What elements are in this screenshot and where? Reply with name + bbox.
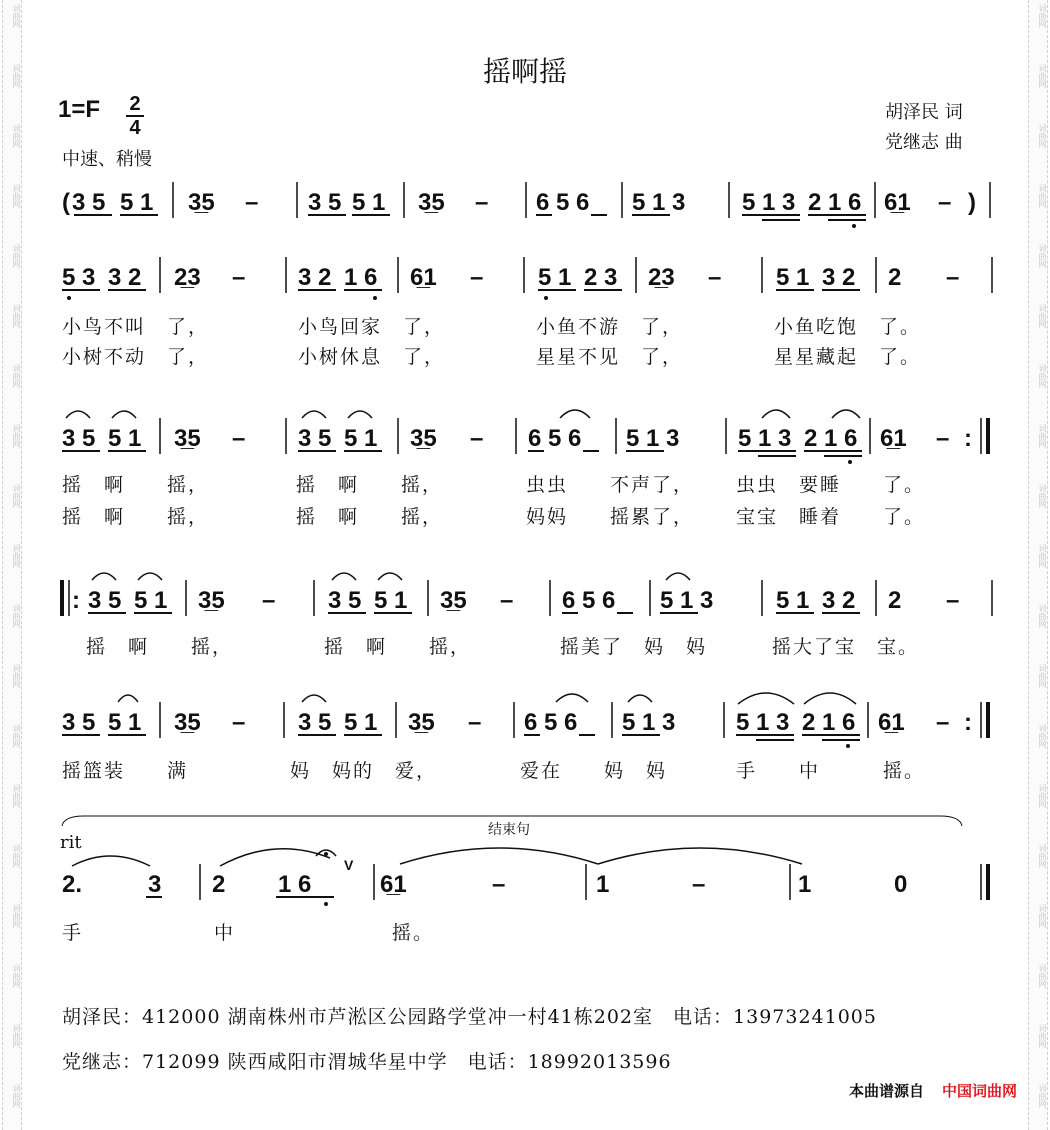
note-group: ) <box>968 189 976 216</box>
note-group: 3 5 <box>298 425 332 452</box>
song-title: 摇啊摇 <box>482 55 567 88</box>
note-group: – <box>232 709 246 736</box>
lyric-phrase: 摇篮装 满 <box>62 760 189 782</box>
watermark-text: 词曲网 <box>12 844 21 868</box>
lyric-phrase: 小鸟不叫 了， <box>62 316 210 338</box>
note-group: – <box>708 264 722 291</box>
note-group: 3 5 <box>308 189 342 216</box>
note-group: 3 5 <box>62 709 96 736</box>
note-group: 5 1 <box>108 425 142 452</box>
staff-line-5-notation <box>0 682 1050 762</box>
note-group: 1 6 <box>278 871 312 898</box>
watermark-text: 词曲网 <box>12 424 21 448</box>
note-group: 3̲5 <box>410 425 437 452</box>
note-group: – <box>262 587 276 614</box>
note-group: 2 1 6 <box>802 709 856 736</box>
note-group: 3 2 <box>822 587 856 614</box>
lyric-phrase: 小鸟回家 了， <box>298 316 446 338</box>
watermark-text: 词曲网 <box>1038 4 1047 28</box>
note-group: 3̲5 <box>408 709 435 736</box>
note-group: 5 1 <box>120 189 154 216</box>
lyric-phrase: 宝宝 睡着 了。 <box>736 506 926 528</box>
staff-line-4 <box>0 560 1050 640</box>
lyric-phrase: 星星不见 了， <box>536 346 684 368</box>
note-group: 5 1 3 <box>632 189 686 216</box>
lyric-line-2a <box>62 312 921 339</box>
breath-mark: V <box>344 857 354 873</box>
note-group: 5 3 <box>62 264 96 291</box>
note-group: : <box>964 425 972 452</box>
lyric-phrase: 星星藏起 了。 <box>774 346 922 368</box>
watermark-text: 词曲网 <box>12 184 21 208</box>
watermark-text: 词曲网 <box>1038 244 1047 268</box>
watermark-text: 词曲网 <box>1038 304 1047 328</box>
note-group: 2 <box>212 871 226 898</box>
note-group: 3 5 <box>298 709 332 736</box>
lyric-phrase: 虫虫 不声了， <box>526 474 695 496</box>
coda-line <box>0 812 1050 922</box>
watermark-text: 词曲网 <box>12 1084 21 1108</box>
note-group: 3 5 <box>62 425 96 452</box>
note-group: – <box>245 189 259 216</box>
note-group: 2 1 6 <box>808 189 862 216</box>
note-group: 1 6 <box>344 264 378 291</box>
lyric-line-3b <box>62 502 925 529</box>
lyric-phrase: 摇。 <box>392 922 435 944</box>
watermark-text: 词曲网 <box>12 604 21 628</box>
staff-line-4-notation <box>0 560 1050 640</box>
note-group: – <box>936 425 950 452</box>
watermark-text: 词曲网 <box>1038 544 1047 568</box>
note-group: 5 1 <box>108 709 142 736</box>
note-group: 5 1 3 <box>738 425 792 452</box>
note-group: 3̲5 <box>174 425 201 452</box>
note-group: – <box>470 425 484 452</box>
lyric-phrase: 摇大了宝 宝。 <box>772 636 920 658</box>
watermark-text: 词曲网 <box>12 784 21 808</box>
note-group: 0 <box>894 871 908 898</box>
time-signature <box>126 94 144 138</box>
staff-line-3-notation <box>0 398 1050 478</box>
note-group: – <box>936 709 950 736</box>
note-group: : <box>72 587 80 614</box>
note-group: – <box>470 264 484 291</box>
note-group: 5 1 <box>344 709 378 736</box>
lyric-phrase: 小鱼不游 了， <box>536 316 684 338</box>
watermark-text: 词曲网 <box>1038 784 1047 808</box>
note-group: – <box>946 264 960 291</box>
watermark-text: 词曲网 <box>1038 724 1047 748</box>
lyric-line-5 <box>62 756 925 783</box>
note-group: 5 1 <box>352 189 386 216</box>
watermark-text: 词曲网 <box>12 124 21 148</box>
watermark-text: 词曲网 <box>1038 184 1047 208</box>
note-group: 5 1 <box>776 587 810 614</box>
note-group: 6̲1 <box>880 425 907 452</box>
note-group: 6 5 6 <box>536 189 590 216</box>
staff-line-5 <box>0 682 1050 762</box>
watermark-text: 词曲网 <box>12 484 21 508</box>
note-group: 2 3 <box>584 264 618 291</box>
tempo-marking: 中速、稍慢 <box>62 149 152 170</box>
composer-credit: 党继志 曲 <box>885 132 963 153</box>
watermark-text: 词曲网 <box>1038 964 1047 988</box>
lyric-phrase: 手 中 摇。 <box>736 760 926 782</box>
rit-marking: rit <box>60 832 82 853</box>
note-group: ( <box>62 189 70 216</box>
note-group: – <box>492 871 506 898</box>
note-group: 6̲1 <box>410 264 437 291</box>
note-group: 2 <box>888 264 902 291</box>
watermark-text: 词曲网 <box>12 64 21 88</box>
staff-line-3 <box>0 398 1050 478</box>
key-signature: 1=F <box>58 96 101 123</box>
note-group: 6̲1 <box>884 189 911 216</box>
lyric-phrase: 摇 啊 摇， <box>296 474 444 496</box>
note-group: 5 1 3 <box>742 189 796 216</box>
lyric-phrase: 摇 啊 摇， <box>62 506 210 528</box>
watermark-text: 词曲网 <box>12 544 21 568</box>
note-group: 3̲5 <box>198 587 225 614</box>
lyric-line-2b <box>62 342 921 369</box>
lyric-phrase: 摇 啊 摇， <box>296 506 444 528</box>
note-group: 6 5 6 <box>524 709 578 736</box>
watermark-text: 词曲网 <box>1038 424 1047 448</box>
watermark-text: 词曲网 <box>12 724 21 748</box>
watermark-text: 词曲网 <box>12 1024 21 1048</box>
note-group: – <box>500 587 514 614</box>
note-group: 2. <box>62 871 83 898</box>
note-group: 3 2 <box>298 264 332 291</box>
lyric-phrase: 摇 啊 摇， <box>62 474 210 496</box>
note-group: – <box>475 189 489 216</box>
lyric-phrase: 小树休息 了， <box>298 346 446 368</box>
watermark-text: 词曲网 <box>12 664 21 688</box>
note-group: 2̲3 <box>648 264 675 291</box>
time-signature-top: 2 <box>129 93 141 115</box>
note-group: – <box>938 189 952 216</box>
staff-line-1 <box>0 170 1050 250</box>
note-group: 5 1 <box>776 264 810 291</box>
watermark-text: 词曲网 <box>1038 1024 1047 1048</box>
watermark-text: 词曲网 <box>1038 364 1047 388</box>
watermark-text: 词曲网 <box>12 904 21 928</box>
staff-line-1-notation <box>0 170 1050 250</box>
watermark-text: 词曲网 <box>12 304 21 328</box>
note-group: – <box>468 709 482 736</box>
source-site-link[interactable]: 中国词曲网 <box>941 1082 1017 1100</box>
note-group: 3̲5 <box>188 189 215 216</box>
note-group: 5 1 <box>538 264 572 291</box>
note-group: 3 2 <box>108 264 142 291</box>
note-group: 3 5 <box>72 189 106 216</box>
watermark-text: 词曲网 <box>1038 604 1047 628</box>
lyric-phrase: 摇 啊 摇， <box>86 636 234 658</box>
note-group: 3̲5 <box>440 587 467 614</box>
time-signature-bottom: 4 <box>129 117 141 139</box>
note-group: 6̲1 <box>380 871 407 898</box>
lyric-line-3a <box>62 470 925 497</box>
note-group: 5 1 <box>134 587 168 614</box>
lyric-phrase: 爱在 妈 妈 <box>520 760 668 782</box>
note-group: 5 1 3 <box>736 709 790 736</box>
note-group: 2 <box>888 587 902 614</box>
note-group: 1 <box>596 871 610 898</box>
composer-address: 党继志：712099 陕西咸阳市渭城华星中学 电话：18992013596 <box>62 1051 672 1073</box>
note-group: 6̲1 <box>878 709 905 736</box>
watermark-text: 词曲网 <box>1038 844 1047 868</box>
coda-line-notation <box>0 812 1050 922</box>
watermark-text: 词曲网 <box>1038 124 1047 148</box>
source-label: 本曲谱源自 <box>848 1082 924 1100</box>
note-group: 1 <box>798 871 812 898</box>
note-group: 3 <box>148 871 162 898</box>
note-group: 2̲3 <box>174 264 201 291</box>
note-group: 6 5 6 <box>528 425 582 452</box>
note-group: 3 5 <box>328 587 362 614</box>
note-group: 3̲5 <box>418 189 445 216</box>
lyricist-address: 胡泽民：412000 湖南株州市芦淞区公园路学堂冲一村41栋202室 电话：13973241005 <box>62 1006 877 1028</box>
watermark-text: 词曲网 <box>1038 664 1047 688</box>
lyric-phrase: 小鱼吃饱 了。 <box>774 316 922 338</box>
lyric-phrase: 摇美了 妈 妈 <box>560 636 708 658</box>
note-group: 3 2 <box>822 264 856 291</box>
watermark-text: 词曲网 <box>1038 64 1047 88</box>
lyric-phrase: 小树不动 了， <box>62 346 210 368</box>
lyricist-credit: 胡泽民 词 <box>885 102 963 123</box>
note-group: 6 5 6 <box>562 587 616 614</box>
note-group: – <box>232 425 246 452</box>
note-group: 5 1 <box>374 587 408 614</box>
lyric-phrase: 妈 妈的 爱， <box>290 760 438 782</box>
watermark-text: 词曲网 <box>1038 904 1047 928</box>
source-credit <box>849 1080 1017 1101</box>
lyric-phrase: 妈妈 摇累了， <box>526 506 695 528</box>
note-group: 3̲5 <box>174 709 201 736</box>
lyric-phrase: 虫虫 要睡 了。 <box>736 474 926 496</box>
note-group: 5 1 3 <box>626 425 680 452</box>
lyric-line-4 <box>86 632 919 659</box>
watermark-text: 词曲网 <box>1038 484 1047 508</box>
coda-label: 结束句 <box>488 822 530 838</box>
note-group: 3 5 <box>88 587 122 614</box>
watermark-text: 词曲网 <box>12 244 21 268</box>
watermark-text: 词曲网 <box>12 964 21 988</box>
lyric-phrase: 中 <box>214 922 236 944</box>
watermark-text: 词曲网 <box>12 4 21 28</box>
lyric-phrase: 手 <box>62 922 84 944</box>
note-group: 5 1 3 <box>622 709 676 736</box>
note-group: : <box>964 709 972 736</box>
note-group: – <box>232 264 246 291</box>
note-group: 2 1 6 <box>804 425 858 452</box>
note-group: 5 1 <box>344 425 378 452</box>
lyric-phrase: 摇 啊 摇， <box>324 636 472 658</box>
watermark-text: 词曲网 <box>1038 1084 1047 1108</box>
note-group: – <box>946 587 960 614</box>
watermark-text: 词曲网 <box>12 364 21 388</box>
note-group: – <box>692 871 706 898</box>
note-group: 5 1 3 <box>660 587 714 614</box>
lyric-line-6 <box>62 918 434 945</box>
